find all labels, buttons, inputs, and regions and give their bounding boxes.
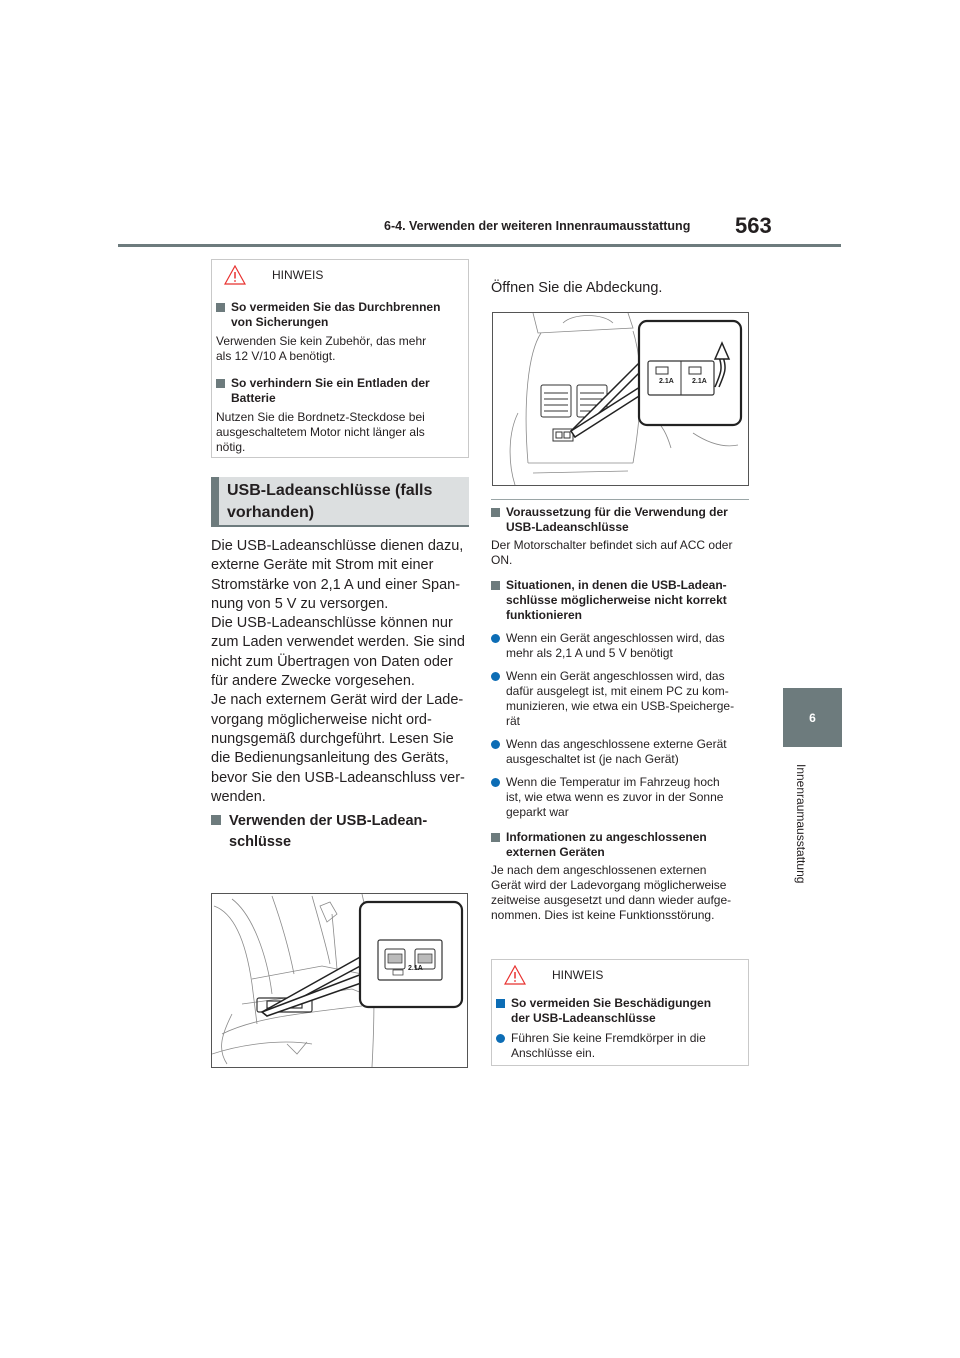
console-usb-illustration — [211, 893, 468, 1068]
notice-label: HINWEIS — [552, 968, 604, 982]
list-item: Wenn ein Gerät angeschlossen wird, das mehr als 2,1 A und 5 V benötigt — [491, 631, 753, 661]
notice-text: Nutzen Sie die Bordnetz-Steckdose bei ausgeschaltetem Motor nicht länger als nötig. — [216, 410, 425, 454]
requirements-section — [491, 505, 753, 923]
notice-header — [212, 262, 468, 288]
malfunction-heading: Situationen, in denen die USB-Ladean- schlüsse möglicherweise nicht korrekt funktionieren — [491, 578, 753, 623]
warning-icon — [504, 965, 526, 985]
chapter-label — [793, 764, 811, 904]
notice-heading: So vermeiden Sie das Durchbrennen von Sicherungen — [216, 300, 460, 330]
chapter-number: 6 — [809, 710, 816, 725]
rear-usb-illustration — [492, 312, 749, 486]
notice-box-left — [211, 259, 469, 458]
info-text: Je nach dem angeschlossenen externen Gerät wird der Ladevorgang möglicherweise zeitweise ausgesetzt und dann wieder aufge- nommen. Dies ist keine Funktionsstörung. — [491, 863, 732, 922]
open-cover-text: Öffnen Sie die Abdeckung. — [491, 280, 663, 296]
info-heading: Informationen zu angeschlossenen externen Geräten — [491, 830, 753, 860]
notice-heading: So verhindern Sie ein Entladen der Batterie — [216, 376, 460, 406]
notice-box-right — [491, 959, 749, 1066]
console-drawing — [212, 894, 467, 1067]
chapter-tab — [783, 688, 842, 747]
intro-paragraph: Die USB-Ladeanschlüsse dienen dazu, externe Geräte mit Strom mit einer Stromstärke von 2,1 A und einer Span- nung von 5 V zu versorgen. Die USB-Ladeanschlüsse können nur zum Laden verwendet werden. Sie sind nicht zum Übertragen von Daten oder für andere Zwecke vorgesehen. Je nach externem Gerät wird der Lade- vorgang möglicherweise nicht ord- nungsgemäß durchgeführt. Lesen Sie die Bedienungsanleitung des Geräts, bevor Sie den USB-Ladeanschluss ver- wenden. — [211, 538, 465, 805]
header-rule — [118, 244, 841, 247]
section-divider — [491, 499, 749, 500]
port-rating-label: 2.1A — [408, 965, 423, 972]
use-heading: Verwenden der USB-Ladean- schlüsse — [211, 811, 489, 853]
port-rating-label-right: 2.1A — [692, 378, 707, 385]
rear-console-drawing — [493, 313, 748, 485]
notice-header — [492, 962, 748, 988]
requirements-text: Der Motorschalter befindet sich auf ACC oder ON. — [491, 538, 733, 567]
port-rating-label-left: 2.1A — [659, 378, 674, 385]
page-number: 563 — [735, 213, 772, 238]
requirements-heading: Voraussetzung für die Verwendung der USB-Ladeanschlüsse — [491, 505, 753, 535]
notice-label: HINWEIS — [272, 268, 324, 282]
warning-icon — [224, 265, 246, 285]
list-item: Führen Sie keine Fremdkörper in die Anschlüsse ein. — [496, 1031, 740, 1061]
list-item: Wenn ein Gerät angeschlossen wird, das dafür ausgelegt ist, mit einem PC zu kom- munizieren, wie etwa ein USB-Speicherge- rät — [491, 669, 753, 729]
chapter-label-text: Innenraumausstattung — [794, 764, 808, 884]
notice-heading: So vermeiden Sie Beschädigungen der USB-Ladeanschlüsse — [496, 996, 740, 1026]
list-item: Wenn die Temperatur im Fahrzeug hoch ist, wie etwa wenn es zuvor in der Sonne geparkt war — [491, 775, 753, 820]
list-item: Wenn das angeschlossene externe Gerät ausgeschaltet ist (je nach Gerät) — [491, 737, 753, 767]
section-title: 6-4. Verwenden der weiteren Innenraumausstattung — [384, 219, 691, 233]
notice-text: Verwenden Sie kein Zubehör, das mehr als 12 V/10 A benötigt. — [216, 334, 427, 363]
usb-section-heading: USB-Ladeanschlüsse (falls vorhanden) — [211, 477, 469, 527]
